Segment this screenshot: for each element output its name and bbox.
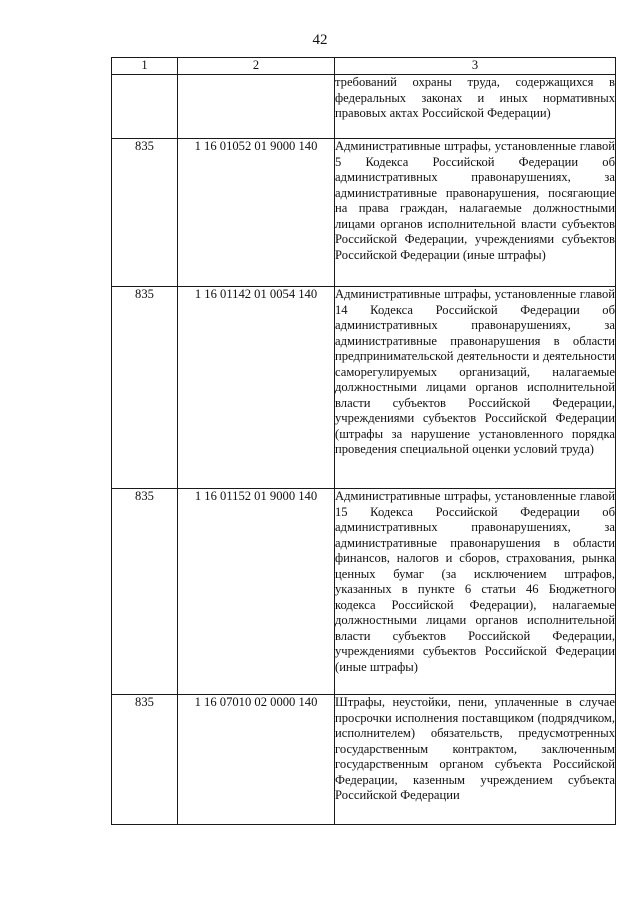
revenue-codes-table — [111, 57, 616, 825]
admin-code-cell: 835 — [112, 695, 178, 825]
description-text: Административные штрафы, установленные главой 14 Кодекса Российской Федерации об административных правонарушениях, за административные правонарушения в области предпринимательской деятельности и деятельности саморегулируемых организаций, налагаемые должностными лицами органов исполнительной власти субъектов Российской Федерации, учреждениями субъектов Российской Федерации (штрафы за нарушение установленного порядка проведения специальной оценки условий труда) — [335, 287, 615, 456]
table-row — [112, 695, 616, 825]
column-header-3: 3 — [335, 58, 616, 75]
description-cell — [335, 287, 616, 489]
table-row — [112, 139, 616, 287]
page-number: 42 — [312, 32, 328, 48]
table-row — [112, 75, 616, 139]
budget-code-cell — [178, 75, 335, 139]
admin-code-cell: 835 — [112, 489, 178, 695]
budget-code-cell: 1 16 07010 02 0000 140 — [178, 695, 335, 825]
admin-code-cell: 835 — [112, 139, 178, 287]
budget-code-cell: 1 16 01052 01 9000 140 — [178, 139, 335, 287]
table-row — [112, 287, 616, 489]
budget-code-cell: 1 16 01152 01 9000 140 — [178, 489, 335, 695]
description-cell — [335, 139, 616, 287]
description-cell — [335, 695, 616, 825]
column-header-1: 1 — [112, 58, 178, 75]
column-header-2: 2 — [178, 58, 335, 75]
description-text: требований охраны труда, содержащихся в федеральных законах и иных нормативных правовых актах Российской Федерации) — [335, 75, 615, 120]
description-text: Административные штрафы, установленные главой 5 Кодекса Российской Федерации об административных правонарушениях, за административные правонарушения, посягающие на права граждан, налагаемые должностными лицами органов исполнительной власти субъектов Российской Федерации, учреждениями субъектов Российской Федерации (иные штрафы) — [335, 139, 615, 262]
table-row — [112, 489, 616, 695]
description-text: Штрафы, неустойки, пени, уплаченные в случае просрочки исполнения поставщиком (подрядчиком, исполнителем) обязательств, предусмотренных государственным контрактом, заключенным государственным органом субъекта Российской Федерации, казенным учреждением субъекта Российской Федерации — [335, 695, 615, 802]
table-header-row — [112, 58, 616, 75]
admin-code-cell — [112, 75, 178, 139]
description-text: Административные штрафы, установленные главой 15 Кодекса Российской Федерации об административных правонарушениях, за административные правонарушения в области финансов, налогов и сборов, страхования, рынка ценных бумаг (за исключением штрафов, указанных в пункте 6 статьи 46 Бюджетного кодекса Российской Федерации), налагаемые должностными лицами органов исполнительной власти субъектов Российской Федерации, учреждениями субъектов Российской Федерации (иные штрафы) — [335, 489, 615, 674]
budget-code-cell: 1 16 01142 01 0054 140 — [178, 287, 335, 489]
admin-code-cell: 835 — [112, 287, 178, 489]
description-cell — [335, 75, 616, 139]
description-cell — [335, 489, 616, 695]
